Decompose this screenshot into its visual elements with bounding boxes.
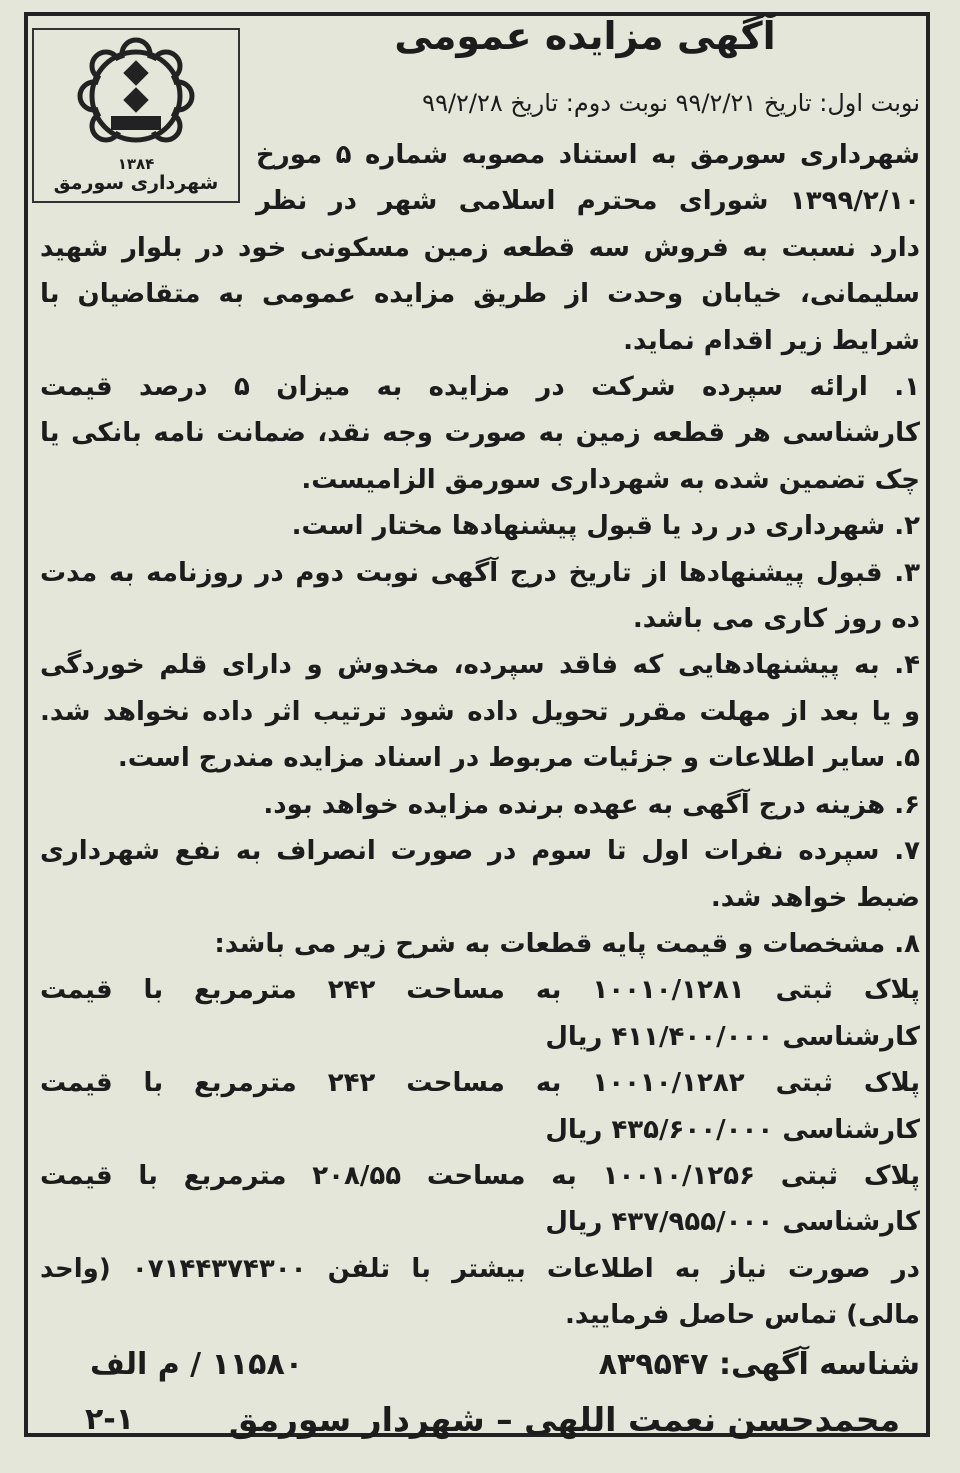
ad-text-line: ۴. به پیشنهادهایی که فاقد سپرده، مخدوش و دارای قلم خوردگی: [40, 650, 920, 681]
ad-text-line: در صورت نیاز به اطلاعات بیشتر با تلفن ۰۷۱۴۴۳۷۴۳۰۰ (واحد: [40, 1253, 920, 1284]
signature: محمدحسن نعمت اللهی – شهردار سورمق: [228, 1400, 900, 1439]
ad-text-line: ۶. هزینه درج آگهی به عهده برنده مزایده خواهد بود.: [263, 789, 920, 820]
ad-text-line: دارد نسبت به فروش سه قطعه زمین مسکونی خود در بلوار شهید: [40, 232, 920, 263]
ad-text-line: ضبط خواهد شد.: [710, 882, 920, 913]
ad-text-line: ۱۳۹۹/۲/۱۰ شورای محترم اسلامی شهر در نظر: [256, 186, 920, 217]
ad-text-line: پلاک ثبتی ۱۰۰۱۰/۱۲۵۶ به مساحت ۲۰۸/۵۵ مترمربع با قیمت: [40, 1160, 920, 1191]
publication-dates: نوبت اول: تاریخ ۹۹/۲/۲۱ نوبت دوم: تاریخ ۹۹/۲/۲۸: [422, 89, 920, 117]
ad-text-line: و یا بعد از مهلت مقرر تحویل داده شود ترتیب اثر داده نخواهد شد.: [40, 696, 920, 727]
ad-text-line: کارشناسی ۴۱۱/۴۰۰/۰۰۰ ریال: [545, 1021, 920, 1052]
ad-text-line: ده روز کاری می باشد.: [632, 604, 920, 635]
ad-text-line: کارشناسی ۴۳۵/۶۰۰/۰۰۰ ریال: [545, 1114, 920, 1145]
ad-text-line: کارشناسی هر قطعه زمین به صورت وجه نقد، ضمانت نامه بانکی یا: [40, 418, 920, 449]
ad-text-line: پلاک ثبتی ۱۰۰۱۰/۱۲۸۱ به مساحت ۲۴۲ مترمربع با قیمت: [40, 975, 921, 1006]
ad-title: آگهی مزایده عمومی: [394, 14, 776, 58]
ad-text-line: ۷. سپرده نفرات اول تا سوم در صورت انصراف به نفع شهرداری: [40, 836, 920, 867]
ad-body: [40, 132, 920, 1339]
ad-text-line: ۲. شهرداری در رد یا قبول پیشنهادها مختار است.: [291, 511, 920, 542]
ad-text-line: ۱. ارائه سپرده شرکت در مزایده به میزان ۵ درصد قیمت: [40, 372, 920, 403]
ad-text-line: سلیمانی، خیابان وحدت از طریق مزایده عمومی به متقاضیان با: [40, 279, 920, 310]
logo-year: ۱۳۸۴: [117, 155, 155, 173]
ad-text-line: چک تضمین شده به شهرداری سورمق الزامیست.: [301, 464, 920, 495]
ad-text-line: مالی) تماس حاصل فرمایید.: [565, 1300, 920, 1331]
logo-name: شهرداری سورمق: [53, 172, 219, 194]
ad-text-line: پلاک ثبتی ۱۰۰۱۰/۱۲۸۲ به مساحت ۲۴۲ مترمربع با قیمت: [40, 1068, 921, 1099]
reference-number: ۱۱۵۸۰ / م الف: [90, 1347, 304, 1382]
issue-number: ۲-۱: [85, 1402, 135, 1437]
ad-text-line: شهرداری سورمق به استناد مصوبه شماره ۵ مورخ: [256, 140, 921, 170]
ad-text-line: شرایط زیر اقدام نماید.: [623, 325, 920, 356]
ad-text-line: ۳. قبول پیشنهادها از تاریخ درج آگهی نوبت دوم در روزنامه به مدت: [40, 557, 920, 588]
ad-text-line: ۵. سایر اطلاعات و جزئیات مربوط در اسناد مزایده مندرج است.: [117, 743, 920, 774]
ad-id: شناسه آگهی: ۸۳۹۵۴۷: [598, 1347, 920, 1382]
ad-text-line: ۸. مشخصات و قیمت پایه قطعات به شرح زیر می باشد:: [214, 928, 920, 959]
ad-text-line: کارشناسی ۴۳۷/۹۵۵/۰۰۰ ریال: [545, 1207, 920, 1238]
